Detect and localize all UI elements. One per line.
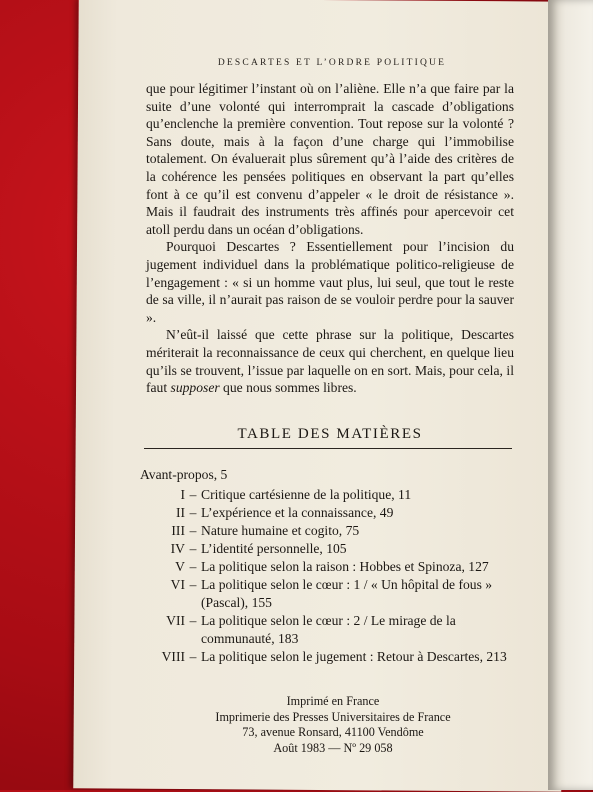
colophon-line: Imprimerie des Presses Universitaires de France: [215, 709, 451, 724]
page-edge: [548, 0, 593, 790]
colophon: [166, 694, 500, 756]
toc-entry-number: VII: [166, 613, 185, 628]
running-head: DESCARTES ET L’ORDRE POLITIQUE: [217, 58, 447, 68]
paragraph-3-start: N’eût-il laissé que cette phrase sur la politique, Descartes mériterait la reconnaissance de ceux qui cherchent, en quelque lieu qu’ils se trouvent, l’issue par laquelle on en sort. Mais, pour cela, il faut: [146, 327, 514, 396]
emphasis-supposer: supposer: [170, 380, 220, 396]
toc-entry: VIII – La politique selon le jugement : Retour à Descartes, 213: [140, 648, 516, 666]
toc-entry-text: Critique cartésienne de la politique, 11: [201, 487, 412, 502]
paragraph-2: Pourquoi Descartes ? Essentiellement pour l’incision du jugement individuel dans la problématique politico-religieuse de l’engagement : « si un homme vaut plus, lui seul, que tout le reste de sa ville, il n’aurait pas raison de se vouloir perdre pour la sauver ».: [146, 239, 514, 325]
paragraph-3-end: que nous sommes libres.: [219, 380, 357, 396]
toc-entry: I – Critique cartésienne de la politique, 11: [140, 486, 516, 504]
toc-entry: II – L’expérience et la connaissance, 49: [140, 504, 516, 522]
toc-entry-text: La politique selon le cœur : 1 / « Un hôpital de fous » (Pascal), 155: [201, 577, 493, 610]
toc-entry-number: V: [175, 559, 185, 574]
toc-entry-number: IV: [170, 541, 185, 556]
paragraph-1: que pour légitimer l’instant où on l’aliène. Elle n’a que faire par la suite d’une volonté qui interromprait la cascade d’obligations qu’enclenche la première convention. Tout repose sur la volonté ? Sans doute, mais à la façon d’une charge qui l’immobilise totalement. On évaluerait plus sûrement qu’à l’aide des critères de la cohérence les pensées politiques en observant la part qu’elles font à ce qu’il est convenu d’appeler « le droit de résistance ». Mais il faudrait des instruments très affinés pour apercevoir cet atoll perdu dans un océan d’obligations.: [146, 81, 514, 237]
toc-entry-text: Nature humaine et cogito, 75: [201, 523, 360, 538]
toc-entry-text: L’expérience et la connaissance, 49: [201, 505, 394, 520]
paragraph-3: [146, 326, 514, 396]
toc-entry: III – Nature humaine et cogito, 75: [140, 522, 516, 540]
toc-entry-number: III: [171, 523, 185, 538]
colophon-line: Août 1983 — Nº 29 058: [273, 740, 393, 755]
toc-title: TABLE DES MATIÈRES: [237, 426, 423, 442]
toc-entry-text: La politique selon le cœur : 2 / Le mirage de la communauté, 183: [201, 613, 456, 646]
toc-entry-number: VIII: [161, 649, 185, 664]
colophon-line: Imprimé en France: [286, 694, 380, 708]
toc-entry: V – La politique selon la raison : Hobbes et Spinoza, 127: [140, 558, 516, 576]
toc-entry-number: VI: [170, 577, 185, 592]
toc-entry: VI – La politique selon le cœur : 1 / « Un hôpital de fous » (Pascal), 155: [140, 576, 516, 612]
toc-entry-text: La politique selon le jugement : Retour à Descartes, 213: [201, 649, 507, 664]
colophon-line: 73, avenue Ronsard, 41100 Vendôme: [242, 725, 424, 739]
toc-entry-number: I: [180, 487, 185, 502]
toc-entry: VII – La politique selon le cœur : 2 / Le mirage de la communauté, 183: [140, 612, 516, 648]
toc-entry-text: L’identité personnelle, 105: [201, 541, 347, 556]
toc-divider: [144, 448, 512, 449]
table-of-contents: [140, 466, 516, 666]
body-text: [146, 80, 514, 397]
toc-entry-text: La politique selon la raison : Hobbes et Spinoza, 127: [201, 559, 489, 574]
toc-front-matter: Avant-propos, 5: [140, 467, 228, 482]
toc-entry: IV – L’identité personnelle, 105: [140, 540, 516, 558]
toc-entry-number: II: [175, 505, 185, 520]
